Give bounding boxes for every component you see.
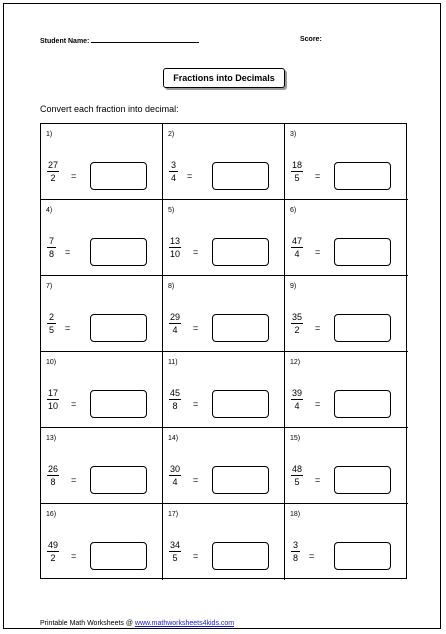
equals-sign: = (315, 475, 321, 485)
problem-number: 18) (290, 511, 301, 518)
equals-sign: = (187, 171, 193, 181)
fraction (291, 236, 303, 259)
fraction (47, 236, 56, 259)
fraction (291, 540, 300, 563)
problem-cell (163, 352, 285, 428)
denominator: 2 (294, 325, 300, 335)
problem-cell (41, 428, 163, 504)
problem-cell (285, 352, 408, 428)
fraction-bar (169, 323, 181, 324)
denominator: 10 (170, 249, 181, 259)
fraction (169, 540, 181, 563)
problem-number: 11) (168, 359, 178, 366)
problem-number: 1) (46, 131, 53, 138)
numerator: 3 (170, 160, 176, 170)
denominator: 4 (294, 249, 300, 259)
equals-sign: = (71, 551, 77, 561)
answer-box[interactable] (90, 390, 147, 418)
footer-link[interactable]: www.mathworksheets4kids.com (134, 620, 235, 627)
numerator: 13 (170, 236, 181, 246)
fraction-bar (169, 399, 181, 400)
equals-sign: = (193, 399, 199, 409)
fraction (169, 236, 181, 259)
numerator: 35 (292, 312, 303, 322)
denominator: 8 (172, 401, 178, 411)
footer-label: Printable Math Worksheets @ (40, 620, 133, 627)
equals-sign: = (315, 399, 321, 409)
problem-number: 17) (168, 511, 179, 518)
answer-box[interactable] (212, 314, 269, 342)
denominator: 5 (294, 477, 300, 487)
fraction-bar (291, 323, 303, 324)
problem-number: 8) (168, 283, 175, 290)
fraction-bar (291, 551, 300, 552)
equals-sign: = (193, 247, 199, 257)
fraction-bar (169, 247, 181, 248)
denominator: 4 (172, 325, 178, 335)
fraction (169, 312, 181, 335)
answer-box[interactable] (90, 238, 147, 266)
score-label: Score: (300, 36, 322, 43)
fraction-bar (169, 551, 181, 552)
fraction-bar (291, 399, 303, 400)
denominator: 2 (50, 553, 56, 563)
fraction-bar (47, 171, 59, 172)
student-name-line[interactable] (91, 36, 199, 43)
numerator: 48 (292, 464, 303, 474)
problem-cell (41, 352, 163, 428)
fraction-bar (291, 247, 303, 248)
fraction (169, 160, 178, 183)
answer-box[interactable] (334, 466, 391, 494)
problem-number: 9) (290, 283, 297, 290)
problem-cell (285, 200, 408, 276)
denominator: 5 (294, 173, 300, 183)
fraction (291, 160, 303, 183)
answer-box[interactable] (334, 238, 391, 266)
problem-number: 7) (46, 283, 53, 290)
numerator: 7 (48, 236, 54, 246)
worksheet-title: Fractions into Decimals (163, 68, 285, 88)
answer-box[interactable] (334, 390, 391, 418)
fraction-bar (47, 399, 59, 400)
problem-number: 16) (46, 511, 57, 518)
problem-cell (285, 276, 408, 352)
fraction-bar (47, 551, 59, 552)
problem-number: 2) (168, 131, 175, 138)
fraction-bar (47, 475, 59, 476)
numerator: 29 (170, 312, 181, 322)
equals-sign: = (193, 323, 199, 333)
problem-cell (41, 276, 163, 352)
student-name-field (40, 36, 199, 45)
numerator: 30 (170, 464, 181, 474)
numerator: 26 (48, 464, 59, 474)
numerator: 18 (292, 160, 303, 170)
fraction (47, 464, 59, 487)
answer-box[interactable] (90, 466, 147, 494)
fraction-bar (47, 323, 56, 324)
equals-sign: = (71, 475, 77, 485)
equals-sign: = (309, 551, 315, 561)
fraction (291, 388, 303, 411)
fraction (47, 540, 59, 563)
fraction-bar (291, 475, 303, 476)
student-name-label: Student Name: (40, 38, 90, 45)
equals-sign: = (71, 171, 77, 181)
denominator: 8 (292, 553, 298, 563)
equals-sign: = (193, 475, 199, 485)
fraction-bar (169, 475, 181, 476)
equals-sign: = (315, 247, 321, 257)
answer-box[interactable] (212, 542, 269, 570)
fraction (47, 388, 59, 411)
problem-number: 4) (46, 207, 53, 214)
problem-cell (285, 428, 408, 504)
problem-number: 10) (46, 359, 57, 366)
fraction-bar (169, 171, 178, 172)
denominator: 8 (48, 249, 54, 259)
fraction (47, 312, 56, 335)
fraction-bar (291, 171, 303, 172)
problem-cell (285, 504, 408, 580)
equals-sign: = (315, 171, 321, 181)
problem-number: 3) (290, 131, 297, 138)
fraction (291, 312, 303, 335)
denominator: 4 (170, 173, 176, 183)
problem-cell (163, 504, 285, 580)
denominator: 5 (48, 325, 54, 335)
fraction (169, 388, 181, 411)
problem-cell (163, 276, 285, 352)
problem-cell (163, 124, 285, 200)
equals-sign: = (65, 323, 71, 333)
problem-number: 12) (290, 359, 301, 366)
answer-box[interactable] (90, 542, 147, 570)
answer-box[interactable] (334, 162, 391, 190)
answer-box[interactable] (212, 162, 269, 190)
answer-box[interactable] (90, 162, 147, 190)
denominator: 4 (294, 401, 300, 411)
problem-number: 6) (290, 207, 297, 214)
problem-cell (41, 504, 163, 580)
denominator: 8 (50, 477, 56, 487)
problem-cell (285, 124, 408, 200)
instructions: Convert each fraction into decimal: (40, 104, 179, 114)
answer-box[interactable] (212, 238, 269, 266)
numerator: 2 (48, 312, 54, 322)
denominator: 5 (172, 553, 178, 563)
problem-cell (41, 124, 163, 200)
equals-sign: = (65, 247, 71, 257)
numerator: 34 (170, 540, 181, 550)
problem-number: 15) (290, 435, 301, 442)
answer-box[interactable] (334, 314, 391, 342)
numerator: 27 (48, 160, 59, 170)
fraction (47, 160, 59, 183)
numerator: 47 (292, 236, 303, 246)
answer-box[interactable] (334, 542, 391, 570)
numerator: 49 (48, 540, 59, 550)
problem-grid (40, 123, 407, 579)
equals-sign: = (193, 551, 199, 561)
denominator: 4 (172, 477, 178, 487)
answer-box[interactable] (212, 466, 269, 494)
fraction (291, 464, 303, 487)
equals-sign: = (71, 399, 77, 409)
problem-number: 13) (46, 435, 57, 442)
answer-box[interactable] (90, 314, 147, 342)
problem-number: 5) (168, 207, 175, 214)
equals-sign: = (315, 323, 321, 333)
denominator: 2 (50, 173, 56, 183)
problem-number: 14) (168, 435, 179, 442)
denominator: 10 (48, 401, 59, 411)
problem-cell (41, 200, 163, 276)
footer (40, 620, 234, 627)
numerator: 39 (292, 388, 303, 398)
problem-cell (163, 428, 285, 504)
numerator: 17 (48, 388, 59, 398)
fraction (169, 464, 181, 487)
problem-cell (163, 200, 285, 276)
fraction-bar (47, 247, 56, 248)
numerator: 45 (170, 388, 181, 398)
answer-box[interactable] (212, 390, 269, 418)
numerator: 3 (292, 540, 298, 550)
